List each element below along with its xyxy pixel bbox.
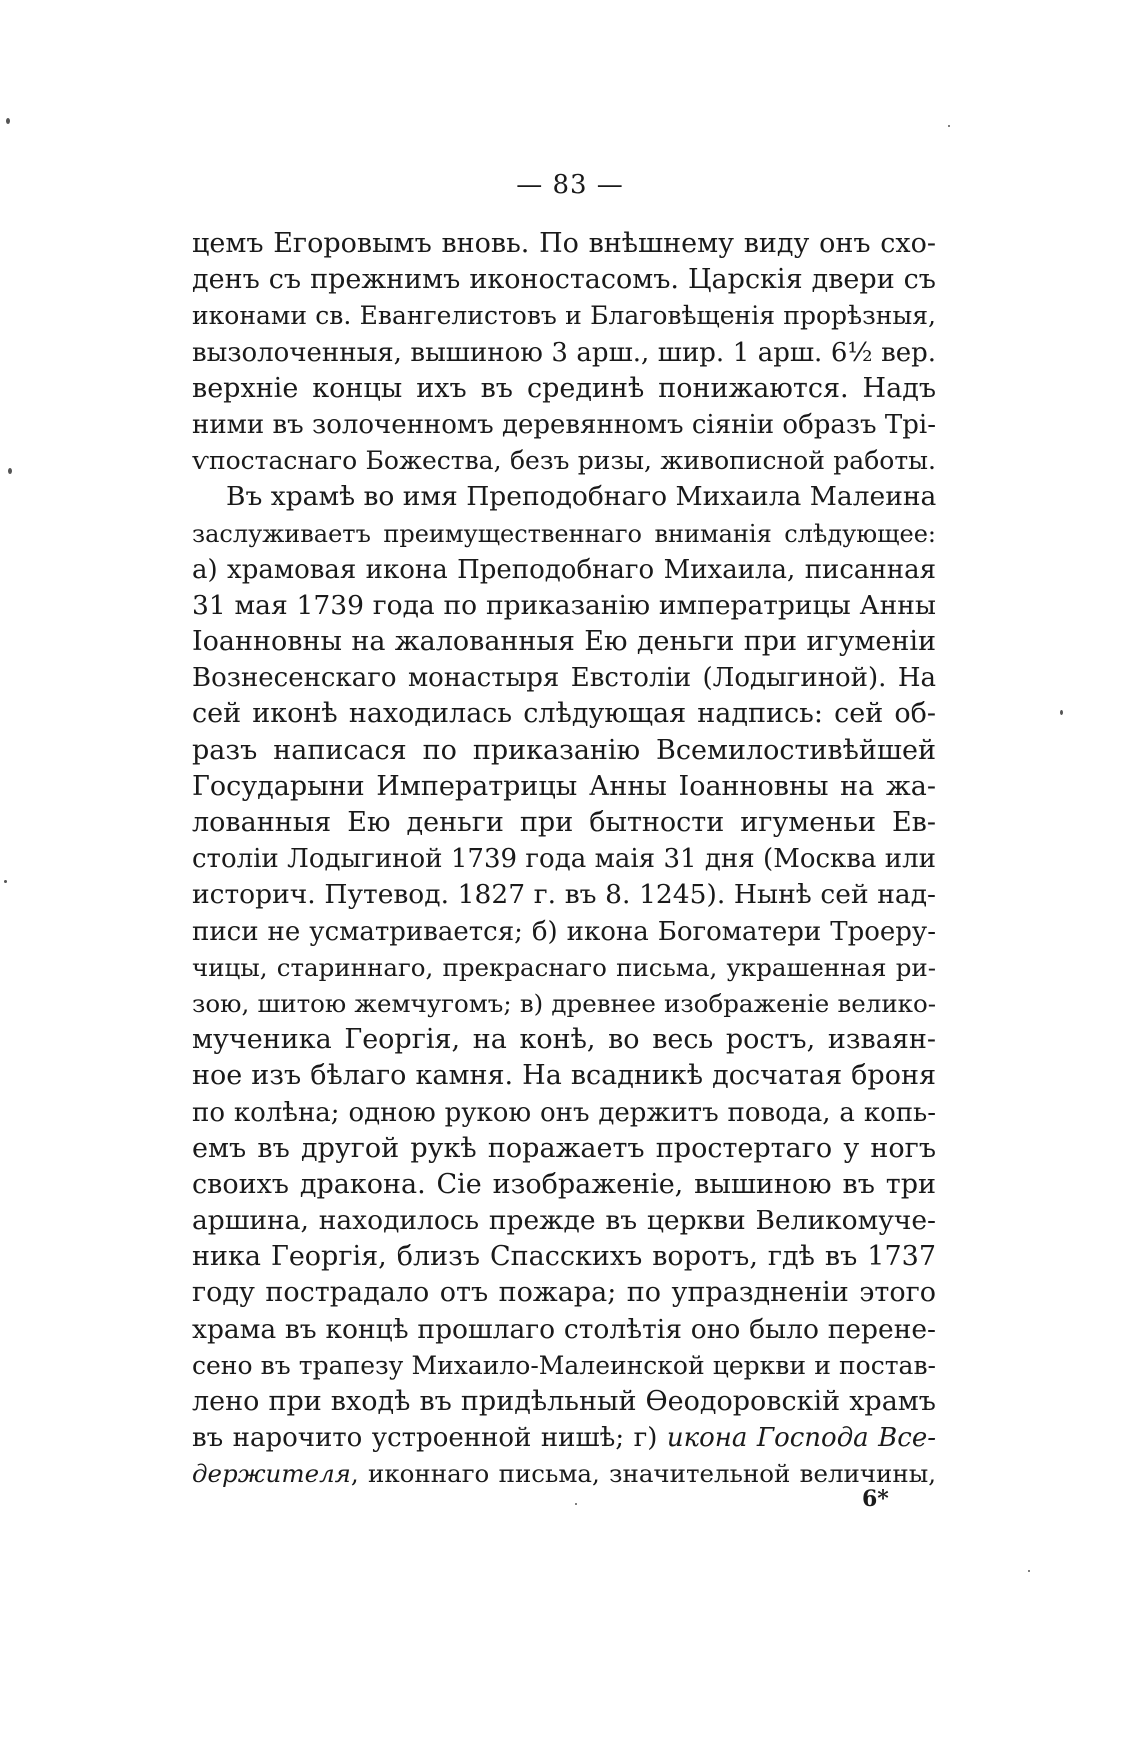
text-line: лено при входѣ въ придѣльный Ѳеодоровскій храмъ <box>192 1386 936 1417</box>
text-line-with-italic <box>192 1456 936 1492</box>
text-line: Вознесенскаго монастыря Евстоліи (Лодыгиной). На <box>192 663 936 694</box>
text-line: ника Георгія, близъ Спасскихъ воротъ, гдѣ въ 1737 <box>192 1241 936 1273</box>
text-line: Іоанновны на жалованныя Ею деньги при игуменіи <box>192 626 936 658</box>
paper-speck <box>575 1503 577 1505</box>
paragraph-start-line: Въ храмѣ во имя Преподобнаго Михаила Малеина <box>226 481 936 513</box>
text-line: ними въ золоченномъ деревянномъ сіяніи образъ Трі- <box>192 409 936 440</box>
text-line: по колѣна; одною рукою онъ держитъ повода, а копь- <box>192 1097 936 1128</box>
paper-speck <box>1028 1570 1030 1572</box>
text-line: денъ съ прежнимъ иконостасомъ. Царскія двери съ <box>192 264 936 296</box>
text-line: своихъ дракона. Сіе изображеніе, вышиною въ три <box>192 1168 936 1200</box>
text-line: лованныя Ею деньги при бытности игуменьи Ев- <box>192 807 936 838</box>
text-line-with-italic <box>192 1420 936 1456</box>
paper-speck <box>1060 710 1063 715</box>
paper-speck <box>948 125 950 127</box>
text-line: году пострадало отъ пожара; по упраздненіи этого <box>192 1277 936 1309</box>
italic-run: иконa Господа Все- <box>666 1423 936 1454</box>
text-line: аршина, находилось прежде въ церкви Великомуче- <box>192 1205 936 1237</box>
paper-speck <box>8 468 12 474</box>
text-line: иконами св. Евангелистовъ и Благовѣщенія прорѣзныя, <box>192 301 936 331</box>
text-line: разъ написася по приказанію Всемилостивѣйшей <box>192 734 936 766</box>
text-line: чицы, стариннаго, прекраснаго письма, украшенная ри- <box>192 952 936 982</box>
text-line: вызолоченныя, вышиною 3 арш., шир. 1 арш. 6½ вер. <box>192 337 936 368</box>
body-text <box>192 226 936 1493</box>
text-line: Государыни Императрицы Анны Іоанновны на жа- <box>192 770 936 802</box>
text-line: емъ въ другой рукѣ поражаетъ простертаго у ногъ <box>192 1132 936 1164</box>
paper-speck <box>6 118 10 124</box>
text-line: верхніе концы ихъ въ срединѣ понижаются. Надъ <box>192 372 936 404</box>
text-line: а) храмовая икона Преподобнаго Михаила, писанная <box>192 554 936 585</box>
text-line: ѵпостаснаго Божества, безъ ризы, живописной работы. <box>192 446 936 476</box>
text-line: цемъ Егоровымъ вновь. По внѣшнему виду онъ схо- <box>192 228 936 259</box>
italic-run: держителя <box>192 1459 351 1489</box>
text-run: въ нарочито устроенной нишѣ; г) <box>192 1423 667 1454</box>
text-line: писи не усматривается; б) икона Богоматери Троеру- <box>192 916 936 947</box>
page-number: — 83 — <box>516 170 624 200</box>
text-line: историч. Путевод. 1827 г. въ 8. 1245). Нынѣ сей над- <box>192 879 936 911</box>
text-run: , иконнаго письма, значительной величины, <box>350 1459 936 1489</box>
text-line: ное изъ бѣлаго камня. На всадникѣ досчатая броня <box>192 1060 936 1092</box>
text-line: заслуживаетъ преимущественнаго вниманія слѣдующее: <box>192 519 936 548</box>
paper-speck <box>4 880 7 883</box>
text-line: сей иконѣ находилась слѣдующая надпись: сей об- <box>192 698 936 730</box>
signature-mark: 6* <box>862 1486 889 1512</box>
text-line: століи Лодыгиной 1739 года маія 31 дня (Москва или <box>192 844 936 875</box>
text-line: зою, шитою жемчугомъ; в) древнее изображеніе велико- <box>192 988 936 1018</box>
text-line: сено въ трапезу Михаило-Малеинской церкви и постав- <box>192 1350 936 1380</box>
text-line: 31 мая 1739 года по приказанію императрицы Анны <box>192 589 936 621</box>
text-line: мученика Георгія, на конѣ, во весь ростъ, изваян- <box>192 1024 936 1056</box>
text-line: храма въ концѣ прошлаго столѣтія оно было перене- <box>192 1313 936 1345</box>
